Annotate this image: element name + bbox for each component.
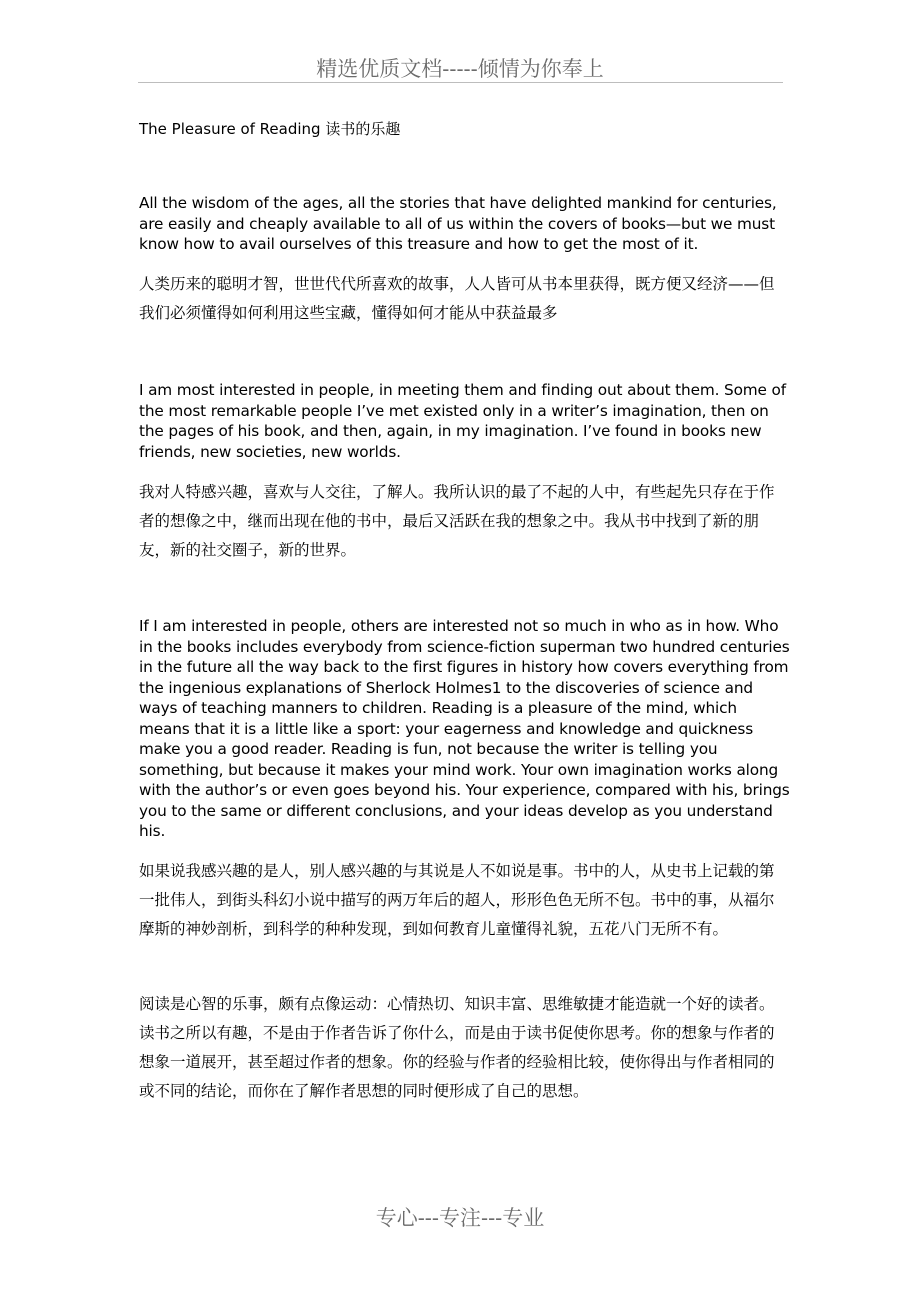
page-footer: 专心---专注---专业: [375, 1206, 545, 1230]
paragraph-en-2: I am most interested in people, in meeting them and finding out about them. Some of the most remarkable people I’ve met existed only in a writer’s imagination, then on the pages of his book, and then, again, in my imagination. I’ve found in books new friends, new societies, new worlds.: [139, 381, 786, 461]
document-title: The Pleasure of Reading 读书的乐趣: [139, 120, 401, 138]
paragraph-zh-4: 阅读是心智的乐事，颇有点像运动：心情热切、知识丰富、思维敏捷才能造就一个好的读者。读书之所以有趣，不是由于作者告诉了你什么，而是由于读书促使你思考。你的想象与作者的想象一道展开，甚至超过作者的想象。你的经验与作者的经验相比较，使你得出与作者相同的或不同的结论，而你在了解作者思想的同时便形成了自己的思想。: [139, 995, 775, 1100]
paragraph-zh-2: 我对人特感兴趣，喜欢与人交往，了解人。我所认识的最了不起的人中，有些起先只存在于作者的想像之中，继而出现在他的书中，最后又活跃在我的想象之中。我从书中找到了新的朋友，新的社交圈子，新的世界。: [139, 483, 775, 559]
page-header: 精选优质文档-----倾情为你奉上: [316, 57, 604, 81]
header-divider: [138, 82, 783, 83]
paragraph-zh-1: 人类历来的聪明才智，世世代代所喜欢的故事，人人皆可从书本里获得，既方便又经济——但我们必须懂得如何利用这些宝藏，懂得如何才能从中获益最多: [139, 275, 775, 322]
paragraph-zh-3: 如果说我感兴趣的是人，别人感兴趣的与其说是人不如说是事。书中的人，从史书上记载的第一批伟人，到街头科幻小说中描写的两万年后的超人，形形色色无所不包。书中的事，从福尔摩斯的神妙剖析，到科学的种种发现，到如何教育儿童懂得礼貌，五花八门无所不有。: [139, 862, 775, 938]
paragraph-en-3: If I am interested in people, others are interested not so much in who as in how. Who in the books includes everybody from science-fiction superman two hundred centuries in the future all the way back to the first figures in history how covers everything from the ingenious explanations of Sherlock Holmes1 to the discoveries of science and ways of teaching manners to children. Reading is a pleasure of the mind, which means that it is a little like a sport: your eagerness and knowledge and quickness make you a good reader. Reading is fun, not because the writer is telling you something, but because it makes your mind work. Your own imagination works along with the author’s or even goes beyond his. Your experience, compared with his, brings you to the same or different conclusions, and your ideas develop as you understand his.: [139, 617, 790, 840]
paragraph-en-1: All the wisdom of the ages, all the stories that have delighted mankind for centuries, are easily and cheaply available to all of us within the covers of books—but we must know how to avail ourselves of this treasure and how to get the most of it.: [139, 194, 777, 253]
